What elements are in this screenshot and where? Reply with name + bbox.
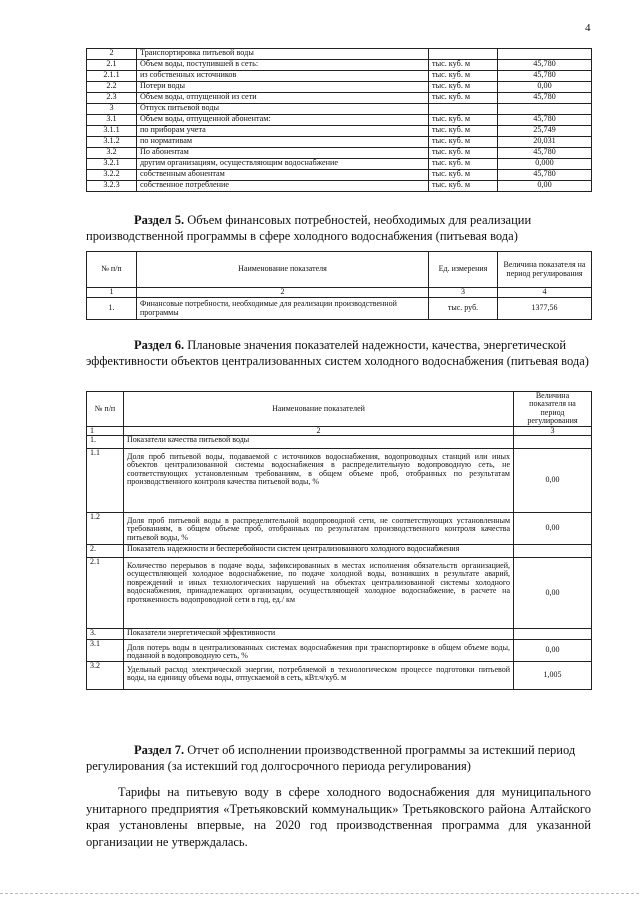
t1-cell-unit: тыс. куб. м xyxy=(429,137,498,148)
t1-cell-num: 3.1.2 xyxy=(87,137,137,148)
page-number: 4 xyxy=(585,22,591,34)
financial-needs-table xyxy=(86,251,592,320)
t1-cell-value: 45,780 xyxy=(498,60,592,71)
t3-cell-name: Доля проб питьевой воды, подаваемой с источников водоснабжения, водопроводных станций или иных объектов централизованной системы водоснабжения в распределительную водопроводную сеть, не соответствующих установленным требованиям, в общем объеме проб, отобранных по результатам производственного контроля качества питьевой воды, % xyxy=(124,448,514,512)
t1-row xyxy=(87,104,592,115)
t1-cell-num: 3.1.1 xyxy=(87,126,137,137)
t3-cell-num: 3.1 xyxy=(87,639,124,661)
t1-cell-num: 3.2.2 xyxy=(87,170,137,181)
t3-cell-value xyxy=(514,628,592,639)
t1-cell-num: 3.2.3 xyxy=(87,181,137,192)
t1-cell-num: 3.2 xyxy=(87,148,137,159)
t1-cell-name: Потери воды xyxy=(137,82,429,93)
t1-cell-num: 2 xyxy=(87,49,137,60)
t3-cell-num: 3.2 xyxy=(87,661,124,689)
t1-cell-name: по нормативам xyxy=(137,137,429,148)
page-bottom-divider xyxy=(0,893,639,894)
t2-row-num: 1. xyxy=(87,298,137,320)
t1-cell-value xyxy=(498,104,592,115)
t2-header-num: № п/п xyxy=(87,252,137,288)
t1-cell-value: 25,749 xyxy=(498,126,592,137)
t1-cell-unit: тыс. куб. м xyxy=(429,115,498,126)
section7-title: Отчет об исполнении производственной программы за истекший период регулирования (за истекший год долгосрочного периода регулирования) xyxy=(86,743,576,774)
t2-colnum-2: 2 xyxy=(137,288,429,298)
t1-cell-value: 45,780 xyxy=(498,93,592,104)
t3-cell-name: Показатель надежности и бесперебойности систем централизованного холодного водоснабжения xyxy=(124,544,514,557)
t1-cell-value: 45,780 xyxy=(498,148,592,159)
t3-cell-value: 0,00 xyxy=(514,557,592,628)
section7-heading xyxy=(86,742,591,775)
t3-cell-value: 0,00 xyxy=(514,448,592,512)
t1-cell-value xyxy=(498,49,592,60)
t1-row xyxy=(87,170,592,181)
t1-cell-value: 0,000 xyxy=(498,159,592,170)
t3-group-row xyxy=(87,628,592,639)
t3-row xyxy=(87,661,592,689)
t1-row xyxy=(87,181,592,192)
t3-colnum-1: 1 xyxy=(87,426,124,435)
t3-row xyxy=(87,557,592,628)
t3-cell-name: Удельный расход электрической энергии, потребляемой в технологическом процессе подготовки питьевой воды, на единицу объема воды, отпускаемой в сеть, кВт.ч/куб. м xyxy=(124,661,514,689)
t1-cell-value: 20,031 xyxy=(498,137,592,148)
t1-row xyxy=(87,93,592,104)
t1-row xyxy=(87,71,592,82)
closing-paragraph: Тарифы на питьевую воду в сфере холодного водоснабжения для муниципального унитарного предприятия «Третьяковский коммунальщик» Третьяковского района Алтайского края установлены впервые, на 2020 год производственная программа для указанной организации не утверждалась. xyxy=(86,785,591,849)
t1-cell-num: 3.2.1 xyxy=(87,159,137,170)
t1-cell-value: 45,780 xyxy=(498,170,592,181)
t1-cell-name: собственным абонентам xyxy=(137,170,429,181)
t3-cell-num: 2. xyxy=(87,544,124,557)
t1-cell-num: 3.1 xyxy=(87,115,137,126)
t3-colnum-3: 3 xyxy=(514,426,592,435)
t3-cell-value xyxy=(514,544,592,557)
t1-row xyxy=(87,49,592,60)
t1-cell-name: Объем воды, поступившей в сеть: xyxy=(137,60,429,71)
t2-row-name: Финансовые потребности, необходимые для реализации производственной программы xyxy=(137,298,429,320)
t3-cell-num: 1. xyxy=(87,435,124,448)
t1-cell-unit: тыс. куб. м xyxy=(429,60,498,71)
t1-cell-num: 3 xyxy=(87,104,137,115)
t1-cell-name: другим организациям, осуществляющим водоснабжение xyxy=(137,159,429,170)
t3-header-num: № п/п xyxy=(87,392,124,427)
t1-row xyxy=(87,137,592,148)
t1-cell-value: 0,00 xyxy=(498,82,592,93)
t1-cell-name: По абонентам xyxy=(137,148,429,159)
t2-colnum-3: 3 xyxy=(429,288,498,298)
t1-cell-value: 45,780 xyxy=(498,71,592,82)
section5-heading xyxy=(86,212,591,245)
t3-cell-name: Доля потерь воды в централизованных системах водоснабжения при транспортировке в общем объеме воды, поданной в водопроводную сеть, % xyxy=(124,639,514,661)
t1-row xyxy=(87,126,592,137)
t1-cell-name: по приборам учета xyxy=(137,126,429,137)
t2-colnum-4: 4 xyxy=(498,288,592,298)
t3-header-name: Наименование показателей xyxy=(124,392,514,427)
t1-cell-value: 45,780 xyxy=(498,115,592,126)
section5-title: Объем финансовых потребностей, необходимых для реализации производственной программы в сфере холодного водоснабжения (питьевая вода) xyxy=(86,213,532,244)
t3-cell-value: 1,005 xyxy=(514,661,592,689)
t3-header-value: Величина показателя на период регулирования xyxy=(514,392,592,427)
t1-row xyxy=(87,60,592,71)
t2-header-unit: Ед. измерения xyxy=(429,252,498,288)
t2-header-value: Величина показателя на период регулирования xyxy=(498,252,592,288)
t3-cell-name: Доля проб питьевой воды в распределительной водопроводной сети, не соответствующих установленным требованиям, в общем объеме проб, отобранных по результатам производственного контроля качества питьевой воды, % xyxy=(124,512,514,544)
t1-row xyxy=(87,148,592,159)
t1-cell-num: 2.1 xyxy=(87,60,137,71)
t3-cell-name: Показатели энергетической эффективности xyxy=(124,628,514,639)
t1-cell-unit: тыс. куб. м xyxy=(429,93,498,104)
t2-row-value: 1377,56 xyxy=(498,298,592,320)
t1-cell-name: собственное потребление xyxy=(137,181,429,192)
t3-colnum-2: 2 xyxy=(124,426,514,435)
t1-cell-value: 0,00 xyxy=(498,181,592,192)
t3-cell-value xyxy=(514,435,592,448)
t1-cell-name: из собственных источников xyxy=(137,71,429,82)
t3-cell-value: 0,00 xyxy=(514,512,592,544)
t3-cell-num: 3. xyxy=(87,628,124,639)
section7-label: Раздел 7. xyxy=(134,743,185,757)
t1-row xyxy=(87,159,592,170)
t3-cell-name: Количество перерывов в подаче воды, зафиксированных в местах исполнения обязательств организацией, осуществляющей холодное водоснабжение, по подаче холодной воды, возникших в результате аварий, повреждений и иных технологических нарушений на объектах централизованной системы холодного водоснабжения, принадлежащих организации, осуществляющей холодное водоснабжение, в расчете на протяженность водопроводной сети в год, ед./ км xyxy=(124,557,514,628)
t3-row xyxy=(87,639,592,661)
section6-title: Плановые значения показателей надежности, качества, энергетической эффективности объектов централизованных систем холодного водоснабжения (питьевая вода) xyxy=(86,338,589,369)
t1-cell-unit: тыс. куб. м xyxy=(429,82,498,93)
section6-heading xyxy=(86,337,591,370)
t1-row xyxy=(87,115,592,126)
t3-cell-name: Показатели качества питьевой воды xyxy=(124,435,514,448)
t2-header-name: Наименование показателя xyxy=(137,252,429,288)
t1-cell-unit xyxy=(429,49,498,60)
t2-colnum-1: 1 xyxy=(87,288,137,298)
section5-label: Раздел 5. xyxy=(134,213,185,227)
t1-cell-unit: тыс. куб. м xyxy=(429,159,498,170)
t3-cell-num: 1.2 xyxy=(87,512,124,544)
t3-row xyxy=(87,512,592,544)
t1-cell-num: 2.2 xyxy=(87,82,137,93)
t1-cell-unit: тыс. куб. м xyxy=(429,181,498,192)
t1-cell-unit: тыс. куб. м xyxy=(429,148,498,159)
t3-row xyxy=(87,448,592,512)
t1-cell-unit xyxy=(429,104,498,115)
t1-cell-name: Объем воды, отпущенной из сети xyxy=(137,93,429,104)
t3-group-row xyxy=(87,544,592,557)
t1-cell-name: Отпуск питьевой воды xyxy=(137,104,429,115)
t2-row-unit: тыс. руб. xyxy=(429,298,498,320)
t1-cell-unit: тыс. куб. м xyxy=(429,126,498,137)
t1-cell-name: Объем воды, отпущенной абонентам: xyxy=(137,115,429,126)
section6-label: Раздел 6. xyxy=(134,338,185,352)
water-balance-table xyxy=(86,48,592,192)
t1-cell-num: 2.3 xyxy=(87,93,137,104)
t3-cell-num: 1.1 xyxy=(87,448,124,512)
t1-row xyxy=(87,82,592,93)
t3-group-row xyxy=(87,435,592,448)
reliability-indicators-table xyxy=(86,391,592,690)
t1-cell-num: 2.1.1 xyxy=(87,71,137,82)
t1-cell-unit: тыс. куб. м xyxy=(429,170,498,181)
t1-cell-unit: тыс. куб. м xyxy=(429,71,498,82)
t3-cell-value: 0,00 xyxy=(514,639,592,661)
t3-cell-num: 2.1 xyxy=(87,557,124,628)
t1-cell-name: Транспортировка питьевой воды xyxy=(137,49,429,60)
